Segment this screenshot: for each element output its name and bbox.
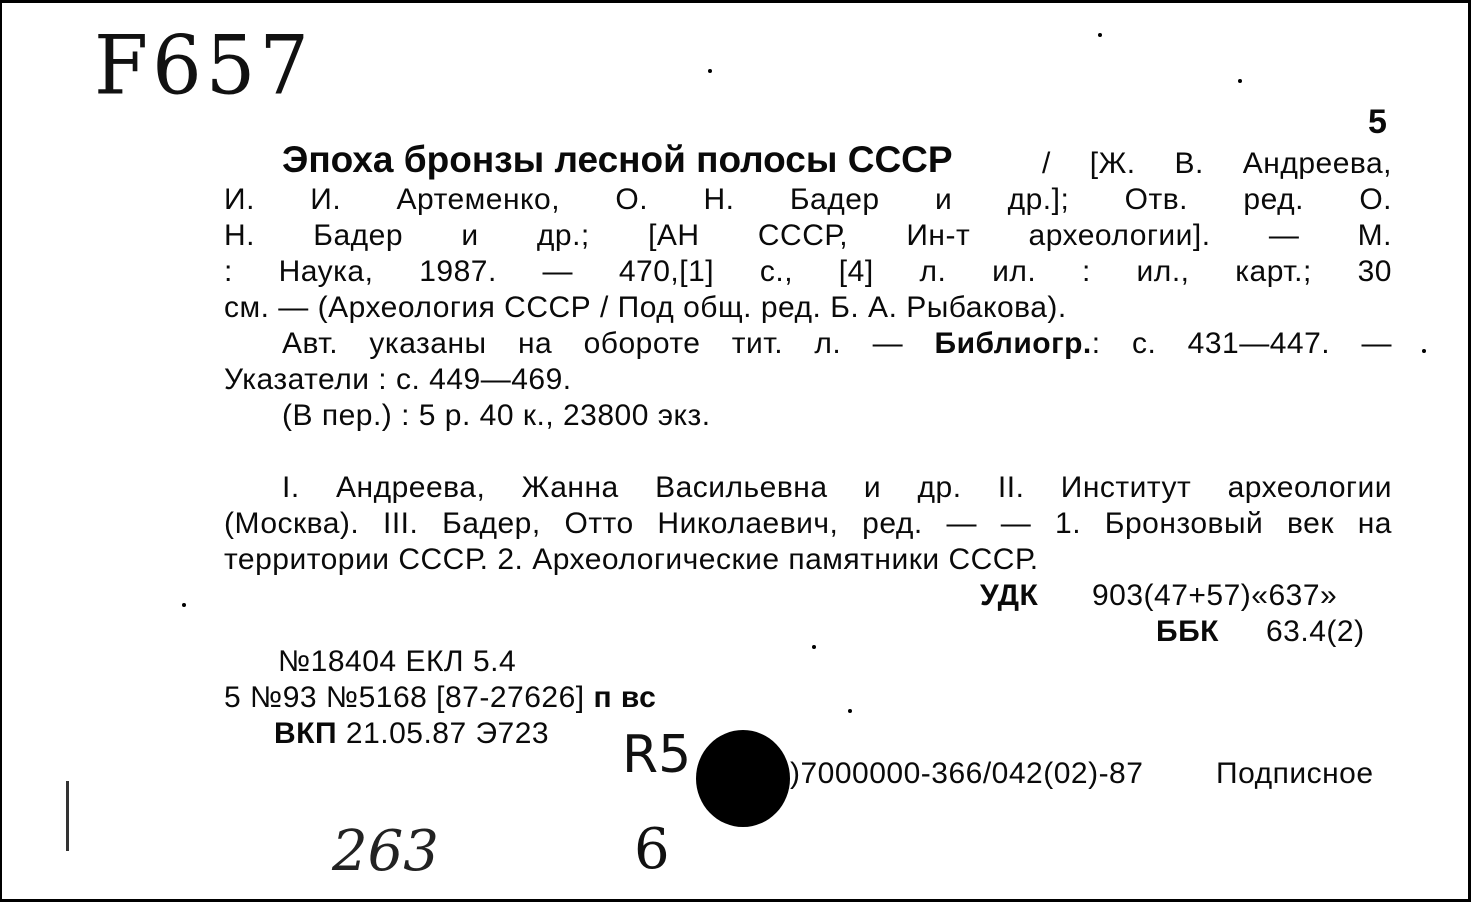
series-line: см. — (Археология СССР / Под общ. ред. Б. А. Рыбакова). (224, 291, 1067, 324)
handwritten-6: 6 (634, 817, 670, 882)
responsibility-start: / [Ж. В. Андреева, (1042, 147, 1392, 180)
numbers-line (224, 681, 656, 715)
price-line: (В пер.) : 5 р. 40 к., 23800 экз. (282, 399, 711, 432)
handwritten-263: 263 (332, 819, 439, 884)
vkp-label: ВКП (274, 717, 338, 750)
speck (1098, 33, 1102, 37)
description-line-2: Н. Бадер и др.; [АН СССР, Ин-т археологии]. — М. (224, 219, 1392, 252)
note-authors-lead: Авт. указаны на обороте тит. л. — (282, 327, 935, 360)
book-title: Эпоха бронзы лесной полосы СССР (282, 139, 953, 180)
vkp-line (274, 717, 549, 751)
speck (708, 69, 712, 73)
ekl-line: №18404 ЕКЛ 5.4 (278, 645, 517, 678)
tracing-line-2: (Москва). III. Бадер, Отто Николаевич, ред. — — 1. Бронзовый век на (224, 507, 1392, 540)
description-line-1: И. И. Артеменко, О. Н. Бадер и др.]; Отв. ред. О. (224, 183, 1392, 216)
speck (1238, 79, 1242, 83)
subscription-label: Подписное (1216, 757, 1374, 790)
note-authors-tail: : с. 431—447. — (1091, 327, 1392, 360)
handwritten-rs: R5 (622, 725, 692, 785)
description-line-3: : Наука, 1987. — 470,[1] с., [4] л. ил. : ил., карт.; 30 (224, 255, 1392, 288)
vkp-value: 21.05.87 Э723 (337, 717, 550, 750)
tracing-line-3: территории СССР. 2. Археологические памятники СССР. (224, 543, 1039, 576)
tracing-line-1: I. Андреева, Жанна Васильевна и др. II. Институт археологии (282, 471, 1392, 504)
bbk-label: ББК (1156, 615, 1219, 648)
bbk-value: 63.4(2) (1266, 615, 1365, 648)
handwritten-call-number: F657 (94, 18, 313, 114)
bibliography-label: Библиогр. (934, 327, 1092, 360)
numbers-lead: 5 №93 №5168 [87-27626] (224, 681, 594, 714)
punch-hole (696, 730, 790, 827)
numbers-tail: п вс (593, 681, 657, 714)
speck (812, 645, 816, 649)
udk-label: УДК (980, 579, 1039, 612)
speck (848, 709, 852, 713)
page-number: 5 (1368, 103, 1388, 141)
pencil-mark (66, 781, 69, 851)
speck (1422, 349, 1426, 353)
udk-value: 903(47+57)«637» (1092, 579, 1338, 612)
note-indexes: Указатели : с. 449—469. (224, 363, 572, 396)
note-authors (282, 327, 1392, 361)
speck (182, 603, 186, 607)
publisher-code: )7000000-366/042(02)-87 (790, 757, 1144, 790)
